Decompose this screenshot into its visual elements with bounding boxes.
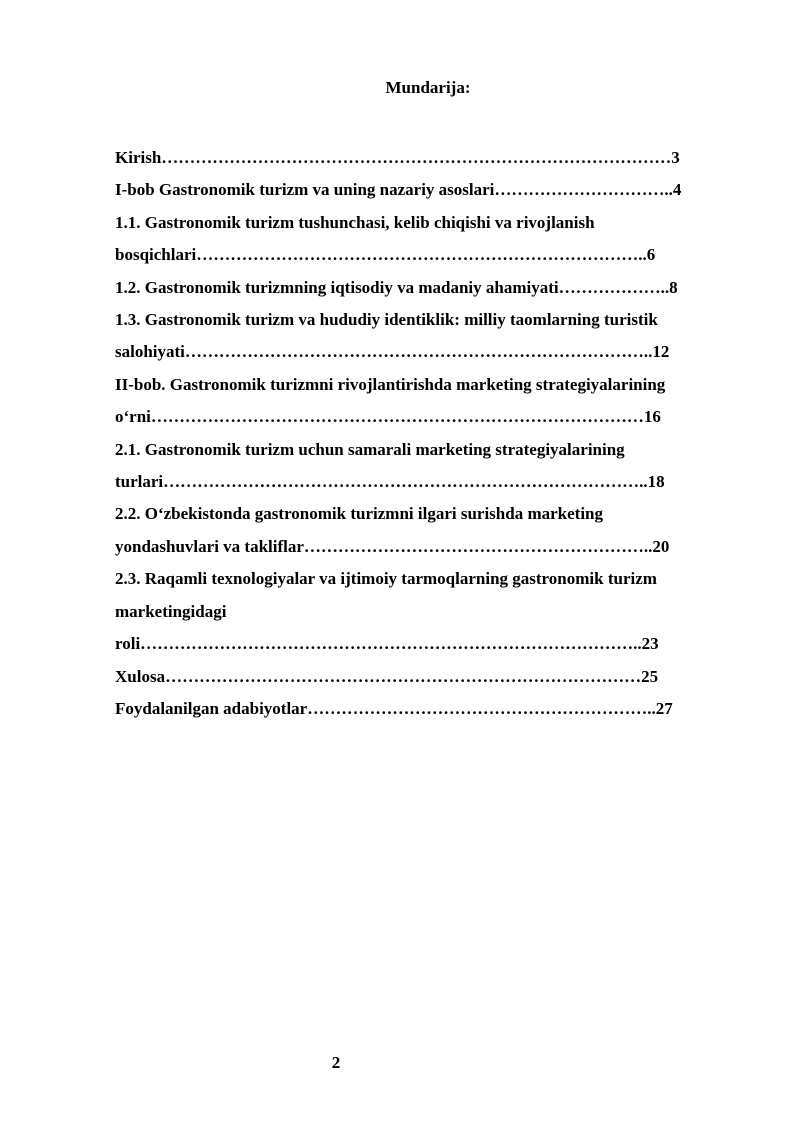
toc-entry-chapter-2: II-bob. Gastronomik turizmni rivojlantirishda marketing strategiyalarining [115,374,666,394]
table-of-contents [115,142,745,725]
toc-entry-2-2-continued: yondashuvlari va takliflar……………………………………………………..20 [115,536,670,556]
toc-entry-1-2: 1.2. Gastronomik turizmning iqtisodiy va madaniy ahamiyati………………..8 [115,277,678,297]
toc-entry-references: Foydalanilgan adabiyotlar……………………………………………………..27 [115,698,673,718]
toc-entry-chapter-1: I-bob Gastronomik turizm va uning nazariy asoslari…………………………..4 [115,180,682,200]
toc-entry-2-2: 2.2. O‘zbekistonda gastronomik turizmni ilgari surishda marketing [115,504,603,524]
toc-entry-2-1: 2.1. Gastronomik turizm uchun samarali marketing strategiyalarining [115,439,625,459]
toc-entry-1-3: 1.3. Gastronomik turizm va hududiy identiklik: milliy taomlarning turistik [115,310,658,330]
toc-entry-2-3: 2.3. Raqamli texnologiyalar va ijtimoiy tarmoqlarning gastronomik turizm [115,569,657,589]
page-title: Mundarija: [385,78,471,97]
toc-entry-chapter-2-continued: o‘rni……………………………………………………………………………16 [115,407,661,427]
toc-entry-2-1-continued: turlari…………………………………………………………………………..18 [115,472,665,492]
toc-entry-conclusion: Xulosa…………………………………………………………………………25 [115,666,659,686]
toc-entry-1-3-continued: salohiyati………………………………………………………………………..12 [115,342,670,362]
toc-entry-2-3-continued: marketingidagi [115,601,227,621]
toc-entry-1-1-continued: bosqichlari……………………………………………………………………..6 [115,245,656,265]
page-number: 2 [331,1053,341,1072]
toc-entry-1-1: 1.1. Gastronomik turizm tushunchasi, kelib chiqishi va rivojlanish [115,212,595,232]
toc-entry-introduction: Kirish………………………………………………………………………………3 [115,148,680,167]
toc-entry-2-3-end: roli……………………………………………………………………………..23 [115,634,659,654]
